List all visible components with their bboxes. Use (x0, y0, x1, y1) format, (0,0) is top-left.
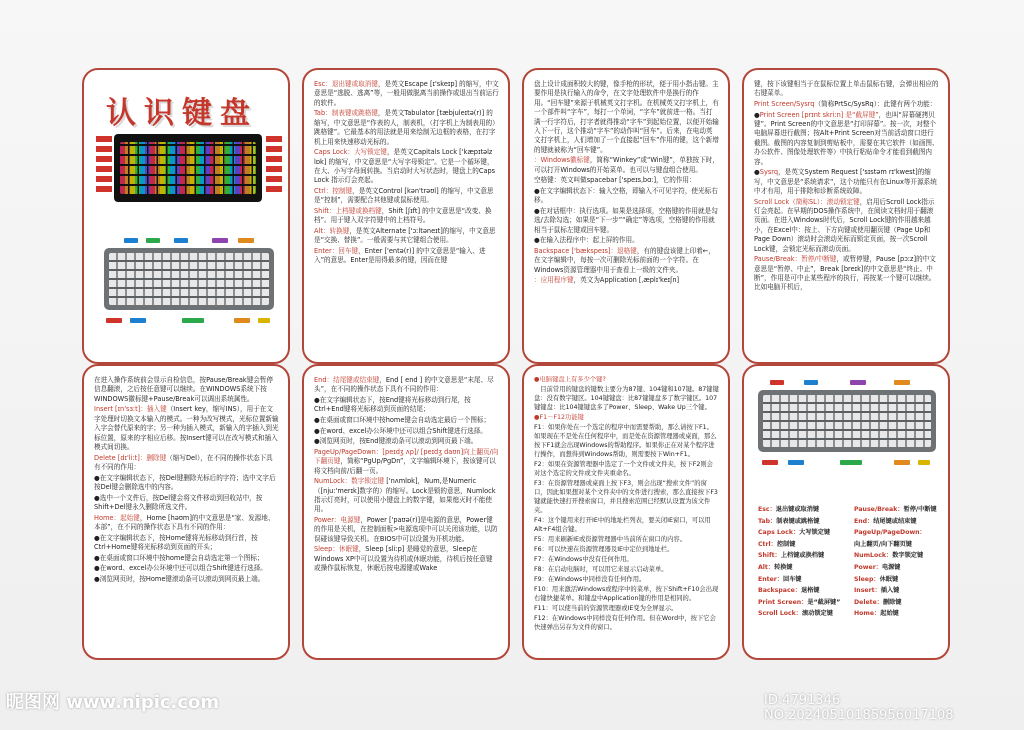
paragraph: F4：这个键用来打开IE中的地址栏列表，要关闭IE窗口，可以用Alt+F4组合键。 (534, 516, 711, 533)
key-label-marker (840, 460, 862, 465)
key-label-marker (762, 460, 778, 465)
paragraph: PageUp/PageDown：[peɪdʒ ʌp]/ [peɪdʒ daʊn]向上翻页/向下翻页键，简称“PgUp/PgDn”，文字编辑环境下，按该键可以将文档向前/后翻一页。 (314, 447, 499, 475)
paragraph: ●Sysrq，是英文System Request ['sɪstəm rɪ'kwest]的缩写，中文意思是“系统请求”，这个功能只有在Linux等开源系统中才有用，用于排除和诊断系统故障。 (754, 168, 937, 196)
legend-key: Sleep： (854, 575, 880, 583)
legend-value: 退出键或取消键 (775, 506, 820, 513)
legend-item (854, 527, 946, 539)
paragraph: Backspace ['bækspeɪs]：退格键，有的键盘该键上印着←，在文字编辑中，每按一次可删除光标前面的一个字符。在Windows资源管理器中用于查看上一级的文件夹。 (534, 247, 715, 274)
legend-value: 向上翻页/向下翻页键 (854, 540, 912, 548)
legend-item (758, 608, 850, 620)
key-label-marker (894, 380, 910, 385)
paragraph: F3：在资源管理器或桌面上按下F3，则会出现“搜索文件”的窗口，因此如果想对某个文件夹中的文件进行搜索，那么直接按下F3键就能快速打开搜索窗口，并且搜索范围已经默认设置为该文件夹。 (534, 479, 718, 514)
legend-item (758, 516, 850, 528)
legend-value: 滚动锁定键 (802, 610, 833, 618)
paragraph: Esc：退出键或取消键，是英文Escape [ɪ'skeɪp] 的缩写，中文意思是“逃脱、逃离”等，一般用做脱离当前操作或退出当前运行的软件。 (314, 80, 499, 107)
legend-value: 退格键 (801, 587, 820, 595)
legend-right-column (854, 504, 946, 620)
legend-key: Alt： (758, 563, 775, 571)
legend-key: Ctrl： (758, 540, 777, 548)
paragraph: F9：在Windows中同样没有任何作用。 (534, 576, 646, 584)
paragraph: 空格键：英文叫做spacebar ['speɪsˌbɑː]，它的作用： (534, 176, 696, 185)
paragraph: Tab：制表键或跳格键，是英文Tabulator [tæbjuleɪtə(r)] 的缩写，中文意思是“作表的人，制表机，（打字机上为制表用的）跳格键”。它最基本的用法就是用来绘制无边框的表格，在打字机上用来快速移动光标的。 (314, 109, 499, 146)
card-title-keyboard (82, 68, 290, 364)
legend-key: Tab： (758, 517, 777, 525)
legend-value: 回车键 (783, 575, 802, 583)
legend-item (758, 539, 850, 551)
page-title: 认识键盘 (106, 96, 258, 131)
legend-key: Scroll Lock： (758, 610, 802, 618)
legend-value: 删除键 (883, 598, 902, 606)
right-tag-column (266, 136, 282, 196)
legend-value: 制表键或跳格键 (776, 517, 820, 525)
key-label-marker (850, 380, 866, 385)
paragraph: Shift：上档键或换档键，Shift [ʃɪft] 的中文意思是“改变、换档”。用于键入双字符键中的上档符号。 (314, 207, 492, 225)
key-label-marker (804, 380, 818, 385)
paragraph: ●在文字编辑状态下：输入空格，即输入不可见字符，使光标右移。 (534, 187, 718, 205)
paragraph: ●浏览网页时，按Home键滚动条可以滚动到网页最上端。 (94, 574, 265, 583)
paragraph: 键，按下该键相当于在鼠标位置上单击鼠标右键，会弹出相应的右键菜单。 (754, 80, 939, 98)
key-label-marker (788, 460, 804, 465)
paragraph: End：结尾键或结束键，End [ end ] 的中文意思是“末尾、尽头”，在不同的操作状态下具有不同的作用： (314, 376, 494, 394)
legend-item (854, 585, 946, 597)
card-esc-enter (302, 68, 510, 364)
card-keyboard-legend (742, 364, 950, 660)
legend-item (854, 608, 946, 620)
key-label-marker (894, 460, 910, 465)
paragraph: ●在word、excel办公环境中还可以组合Shift键进行选择。 (314, 426, 487, 435)
paragraph: F10：用来激活Windows或程序中的菜单，按下Shift+F10会出现右键快捷菜单。和键盘中Application键的作用是相同的。 (534, 586, 719, 603)
key-label-marker (918, 460, 930, 465)
legend-key: Caps Lock： (758, 529, 800, 537)
paragraph: Ctrl：控制键，是英文Control [kən'trəʊl] 的缩写，中文意思是“控制”，需要配合其他键或鼠标使用。 (314, 187, 494, 205)
legend-item (854, 539, 946, 551)
paragraph: F6：可以快速在资源管理器及IE中定位到地址栏。 (534, 545, 674, 553)
legend-key: Esc： (758, 506, 776, 513)
paragraph: Power：电源键，Power ['paʊə(r)]是电源的意思，Power键的作用是关机，在控制面板>电源选项中可以关闭该功能，以防误碰该键导致关机。在BIOS中可以设置为开机功能。 (314, 516, 498, 543)
white-keyboard-image (758, 390, 936, 452)
legend-value: 是“截屏键” (807, 598, 841, 606)
paragraph: F5：用来刷新IE或资源管理器中当前所在窗口的内容。 (534, 535, 686, 543)
paragraph: Home：起始键，Home [həʊm]的中文意思是“家、发源地、本部”，在不同的操作状态下具有不同的作用： (94, 513, 275, 532)
paragraph: ●在word、excel办公环境中还可以组合Shift键进行选择。 (94, 564, 267, 573)
paragraph: F11：可以使当前的资源管理器或IE变为全屏显示。 (534, 605, 678, 613)
card-end-sleep (302, 364, 510, 660)
card-text (754, 80, 939, 354)
legend-item (758, 562, 850, 574)
paragraph: 盘上设计成面积较大的键，像手枪的形状，便于用小指击键。主要作用是执行输入的命令，在文字处理软件中是换行的作用。“回车键”来源于机械英文打字机。在机械英文打字机上，有一个部件叫“字车”，每打一个单词，“字车”就前进一格。当打满一行字符后，打字者就得推动“字车”到起始位置，以便开始输入下一行，这个推动“字车”的动作叫“回车”。后来，在电动英文打字机上，人们增加了一个直接起“回车”作用的键，这个新增的键就被称为“回车键”。 (534, 80, 719, 154)
key-label-marker (174, 238, 188, 243)
key-label-marker (124, 238, 138, 243)
key-label-marker (130, 318, 146, 323)
legend-item (854, 550, 946, 562)
paragraph: ●F1－F12功能键 (534, 414, 584, 421)
card-text (94, 376, 279, 650)
card-text (314, 80, 499, 354)
card-text (314, 376, 499, 650)
watermark-logo: 昵图网 www.nipic.com (6, 692, 220, 713)
paragraph: ●在文字编辑状态下，按Del键删除光标后的字符；选中文字后按Del键会删除选中的内容。 (94, 473, 276, 492)
legend-value: 数字锁定键 (892, 552, 924, 560)
paragraph: Delete [dɪ'liːt]：删除键（缩写Del），在不同的操作状态下具有不同的作用： (94, 453, 273, 472)
legend-value: 控制键 (776, 540, 796, 548)
legend-key: Power： (854, 563, 882, 571)
legend-key: Print Screen： (758, 598, 808, 606)
legend-key: Backspace： (758, 587, 802, 595)
legend-key: End： (854, 517, 874, 525)
paragraph: Pause/Break：暂停/中断键，或暂停键，Pause [pɔːz]的中文意思是“暂停、中止”，Break [breɪk]的中文意思是“终止、中断”，作用是可中止某些程序的执行，再按某一个键可以继续。比如电脑开机后， (754, 255, 936, 292)
legend-value: 插入键 (880, 587, 900, 595)
card-printscreen-pause (742, 68, 950, 364)
paragraph: Caps Lock：大写锁定键，是英文Capitals Lock ['kæpɪtəlz lɒk] 的缩写，中文意思是“大写字母锁定”。它是一个循环键，在大、小写字母间转换。当启动时大写状态时，键盘上的Caps Lock 指示灯会亮起。 (314, 148, 496, 185)
legend-item (854, 504, 946, 516)
paragraph: F8：在启动电脑时，可以用它来显示启动菜单。 (534, 566, 668, 573)
legend-left-column (758, 504, 850, 620)
legend-item (758, 504, 850, 516)
paragraph: ●浏览网页时，按End键滚动条可以滚动到网页最下端。 (314, 437, 478, 446)
paragraph: 目前常用的键盘的键数主要分为87键、104键和107键。87键键盘：没有数字键区。104键键盘：比87键键盘多了数字键区。107键键盘：比104键键盘多了Power、Sleep、Wake Up三个键。 (534, 386, 719, 411)
paragraph: Alt：转换键，是英文Alternate ['ɔːltəneɪt]的缩写，中文意思是“交换、替换”。一般需要与其它键组合使用。 (314, 227, 496, 245)
legend-item (758, 597, 850, 609)
paragraph: Sleep：休眠键，Sleep [sliːp] 是睡觉的意思，Sleep在Windows XP中可以设置为待机或休眠功能，待机后按任意键或操作鼠标恢复，休眠后按电源键或Wake (314, 545, 493, 573)
paragraph: ：应用程序键，英文为Application [ˌæplɪ'keɪʃn] (534, 276, 680, 285)
key-label-marker (212, 238, 228, 243)
card-function-keys (522, 364, 730, 660)
legend-key: Pause/Break： (854, 506, 904, 513)
legend-key: Home： (854, 610, 881, 618)
legend-value: 结尾键或结束键 (873, 517, 917, 525)
left-tag-column (96, 136, 112, 196)
legend-key: Enter： (758, 575, 784, 583)
key-label-marker (146, 238, 160, 243)
legend-value: 上档键或换档键 (780, 552, 825, 560)
card-text (534, 80, 719, 354)
key-label-marker (770, 380, 784, 385)
legend-item (758, 550, 850, 562)
white-keyboard-image (104, 248, 274, 310)
paragraph: F2：如果在资源管理器中选定了一个文件或文件夹，按下F2则会对这个选定的文件或文件夹重命名。 (534, 460, 713, 477)
legend-item (854, 574, 946, 586)
paragraph: ●在桌面或窗口环境中按home键会自动选定最后一个图标； (314, 416, 491, 424)
legend-key: Insert： (854, 587, 881, 595)
legend-item (758, 585, 850, 597)
paragraph: F7：在Windows中没有任何作用。 (534, 555, 633, 563)
paragraph: NumLock：数字锁定键 ['nʌmlɒk]，Num,是Numeric（[njuː'merɪk]数字的）的缩写。Lock是锁的意思，Numlock指示灯亮时，可以使用小键盘上的数字键，如果熄灭时不能使用。 (314, 477, 496, 514)
paragraph: ●在输入法程序中：起上屏的作用。 (534, 236, 639, 245)
legend-value: 暂停/中断键 (903, 506, 937, 513)
paragraph: Enter：回车键，Enter ['entə(r)] 的中文意思是“输入、进入”的意思。Enter是用得最多的键，因而在键 (314, 247, 486, 265)
legend-value: 电源键 (881, 563, 901, 571)
rgb-keyboard-image (114, 134, 262, 202)
paragraph: ●选中一个文件后，按Del键会将文件移动到回收站中，按Shift+Del键永久删除所选文件。 (94, 493, 263, 512)
key-label-marker (106, 318, 122, 323)
key-label-marker (234, 318, 250, 323)
paragraph: Scroll Lock（简称SL）：滚动锁定键，启用后Scroll Lock指示灯会亮起。在早期的DOS操作系统中，在阅读文档时用于翻滚页面。在进入Windows时代后，Scroll Lock键的作用越来越小，在Excel中：按上、下方向键或使用翻页键（Page Up和Page Down）滚动时会滚动光标而锁定页面，按一次Scroll Lock键，会锁定光标而滚动页面。 (754, 197, 935, 253)
legend-item (854, 562, 946, 574)
legend-item (854, 597, 946, 609)
watermark-id: ID:4791346 NO:20240510185956017108 (764, 693, 954, 723)
legend-item (854, 516, 946, 528)
legend-key: Delete： (854, 598, 883, 606)
card-text (534, 376, 719, 650)
card-enter-app (522, 68, 730, 364)
legend-item (758, 527, 850, 539)
legend-value: 大写锁定键 (799, 529, 831, 537)
legend-item (758, 574, 850, 586)
legend-key: Shift： (758, 552, 781, 560)
paragraph: Print Screen/Sysrq（简称PrtSc/SysRq）：此键有两个功能： (754, 100, 937, 108)
paragraph: ：Windows徽标键，简称“Winkey”或“Win键”，单独按下时，可以打开Windows的开始菜单。也可以与键盘组合使用。 (534, 156, 719, 174)
key-label-marker (258, 318, 270, 323)
key-label-marker (238, 238, 254, 243)
legend-key: NumLock： (854, 552, 893, 560)
paragraph: ●在桌面或窗口环境中按home键会自动选定第一个图标； (94, 553, 264, 562)
paragraph: ●在文字编辑状态下，按Home键将光标移动到行首，按Ctrl+Home键将光标移动到页面的开头； (94, 533, 258, 552)
key-label-marker (182, 318, 204, 323)
paragraph: 在进入操作系统前会显示自检信息，按Pause/Break键会暂停信息翻滚，之后按任意键可以继续。在WINDOWS系统下按WINDOWS徽标键+Pause/Break可以调出系统属性。 (94, 376, 274, 403)
legend-value: 休眠键 (879, 575, 899, 583)
legend-key: PageUp/PageDown： (854, 529, 926, 537)
paragraph: Insert [ɪn'sɜːt]：插入键（Insert key，缩写INS），用于在文字处理时切换文本输入的模式。一种为改写模式，光标位置新输入字会替代原来的字；另一种为插入模式，新输入的字插入到光标位置，原来的字相应后移。按Insert键可以在改写模式和插入模式间切换。 (94, 405, 279, 452)
paragraph: ●电脑键盘上有多少个键? (534, 376, 606, 383)
paragraph: ●在对话框中：执行选项。如果是选择项，空格键的作用就是勾选/去除勾选；如果是“下一步”“确定”等选项，空格键的作用就相当于鼠标左键或回车键。 (534, 207, 718, 234)
paragraph: ●Print Screen [prɪnt skriːn] 是“截屏键”，也叫“屏幕硬拷贝键”。Print Screen的中文意思是“打印屏幕”。按一次，对整个电脑屏幕进行截图；按Alt+Print Screen对当前活动窗口进行截图。截图的内容复制到剪贴板中，需要在其它软件（如画图、办公软件、图像处理软件等）中执行粘贴命令才能看到截图内容。 (754, 110, 939, 166)
paragraph: F1：如果你处在一个选定的程序中而需要帮助，那么请按下F1。如果现在不是处在任何程序中，而是处在资源管理器或桌面，那么按下F1就会出现Windows的帮助程序。如果你正在对某个程序进行操作，而想得到Windows帮助，则需要按下Win+F1。 (534, 424, 717, 458)
paragraph: F12：在Windows中同样没有任何作用。但在Word中，按下它会快速弹出另存为文件的窗口。 (534, 615, 716, 632)
legend-value: 转换键 (774, 563, 793, 571)
card-insert-home (82, 364, 290, 660)
paragraph: ●在文字编辑状态下，按End键将光标移动到行尾，按Ctrl+End键将光标移动到页面的结尾； (314, 396, 471, 414)
legend-value: 起始键 (880, 610, 899, 618)
